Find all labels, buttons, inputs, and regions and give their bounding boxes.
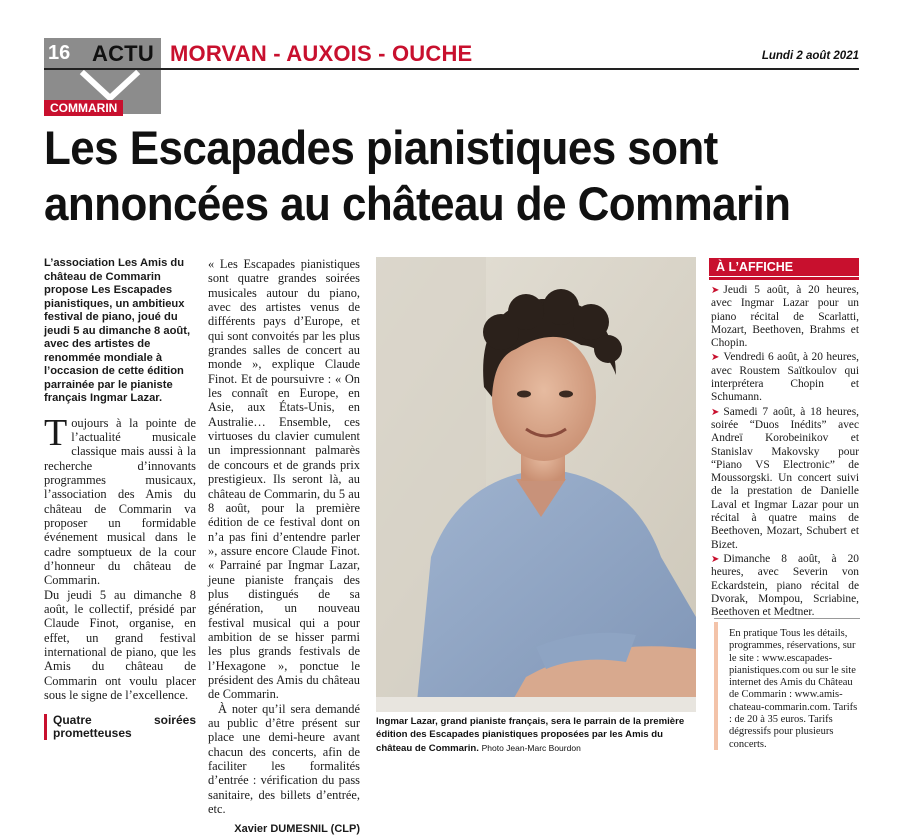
- article-column-1: [44, 257, 196, 750]
- page-number: 16: [48, 42, 71, 64]
- practical-info: En pratique Tous les détails, programmes, réservations, sur le site : www.escapades-pianistiques.com ou sur le site internet des Amis du Château de Commarin : www.amis-chateau-commarin.com. Tarifs : de 20 à 35 euros. Tarifs dégressifs pour plusieurs concerts.: [714, 622, 860, 750]
- headline-line-2: annoncées au château de Commarin: [44, 177, 791, 230]
- schedule-item-text: Vendredi 6 août, à 20 heures, avec Roustem Saïtkoulov qui interprétera Chopin et Schumann.: [711, 351, 859, 404]
- author-byline: Xavier DUMESNIL (CLP): [234, 823, 360, 836]
- schedule-item: [711, 351, 859, 404]
- caption-text: Ingmar Lazar, grand pianiste français, sera le parrain de la première édition des Escapades pianistiques proposées par les Amis du château de Commarin.: [376, 716, 685, 754]
- issue-date: Lundi 2 août 2021: [761, 50, 859, 62]
- body-paragraph-4: À noter qu’il sera demandé au public d’être présent sur place une demi-heure avant chacun des concerts, afin de faciliter les formalités d’entrée : vérification du pass sanitaire, des billets d’entrée, etc.: [208, 701, 360, 817]
- body-paragraph-2: Du jeudi 5 au dimanche 8 août, le collectif, présidé par Claude Finot, organise, en effet, un grand festival international de piano, que les Amis du château de Commarin ont voulu placer sous le signe de l’excellence.: [44, 587, 196, 703]
- rubric-label: MORVAN - AUXOIS - OUCHE: [170, 41, 473, 66]
- schedule-item-text: Jeudi 5 août, à 20 heures, avec Ingmar Lazar pour un piano récital de Scarlatti, Mozart, Beethoven, Brahms et Chopin.: [711, 284, 859, 350]
- arrow-bullet-icon: ➤: [711, 553, 720, 565]
- sidebar-title: À L’AFFICHE: [709, 258, 859, 276]
- sidebar-rule: [709, 277, 859, 280]
- article-headline: [44, 120, 820, 232]
- schedule-list: [711, 284, 859, 620]
- chevron-down-icon[interactable]: [78, 70, 142, 104]
- arrow-bullet-icon: ➤: [711, 406, 720, 418]
- schedule-item: [711, 553, 859, 619]
- article-lead: L’association Les Amis du château de Commarin propose Les Escapades pianistiques, un ambitieux festival de piano, joué du jeudi 5 au dimanche 8 août, avec des artistes de renommée mondiale à l’occasion de cette édition parrainée par le pianiste français Ingmar Lazar.: [44, 257, 191, 404]
- kicker-tag: COMMARIN: [44, 100, 123, 116]
- arrow-bullet-icon: ➤: [711, 352, 720, 364]
- portrait-photo: [376, 257, 696, 712]
- article-column-2: [208, 257, 360, 837]
- photo-caption: [376, 716, 698, 755]
- photo-credit: Photo Jean-Marc Bourdon: [481, 742, 581, 753]
- body-paragraph-1: [44, 411, 196, 588]
- arrow-bullet-icon: ➤: [711, 285, 720, 296]
- practical-divider: [714, 618, 860, 619]
- body-paragraph-1-text: oujours à la pointe de l’actualité musicale classique mais aussi à la recherche d’innovants programmes musicaux, l’association des Amis du château de Commarin va proposer un formidable événement musical dans le cadre somptueux de la cour d’honneur du château de Commarin.: [44, 415, 196, 588]
- header-divider: [44, 68, 859, 70]
- drop-cap: T: [44, 411, 68, 454]
- section-subheading: Quatre soirées prometteuses: [44, 714, 196, 740]
- schedule-item: [711, 284, 859, 350]
- body-paragraph-3: « Les Escapades pianistiques sont quatre grandes soirées musicales autour du piano, avec des artistes venus de différents pays d’Europe, et qui sont convoités par les plus grandes salles de concert au monde », explique Claude Finot. Et de poursuivre : « On les connaît en Europe, en Asie, aux États-Unis, en Australie… Ensemble, ces virtuoses du clavier cumulent un impressionnant palmarès de concours et de grands prix prestigieux. Ils seront là, au château de Commarin, du 5 au 8 août, pour la première édition de ce festival dont on n’a pas fini d’entendre parler », assure encore Claude Finot. « Parrainé par Ingmar Lazar, jeune pianiste français des plus distingués de sa génération, un nouveau festival musical qui a pour ambition de se hisser parmi les plus grands festivals de l’Hexagone », ponctue le président des Amis du château de Commarin.: [208, 257, 360, 702]
- schedule-item-text: Samedi 7 août, à 18 heures, soirée “Duos Inédits” avec Andreï Korobeinikov et Stanislav Makovsky pour “Piano VS Electronic” de Moussorgski. Un concert suivi de la prestation de Danielle Laval et Ingmar Lazar pour un récital à quatre mains de Beethoven, Mozart, Schubert et Bizet.: [711, 405, 859, 551]
- schedule-item: [711, 406, 859, 552]
- schedule-item-text: Dimanche 8 août, à 20 heures, avec Severin von Eckardstein, piano récital de Dvorak, Mompou, Scriabine, Beethoven et Medtner.: [711, 552, 859, 619]
- section-label: ACTU: [92, 41, 154, 66]
- headline-line-1: Les Escapades pianistiques sont: [44, 121, 718, 174]
